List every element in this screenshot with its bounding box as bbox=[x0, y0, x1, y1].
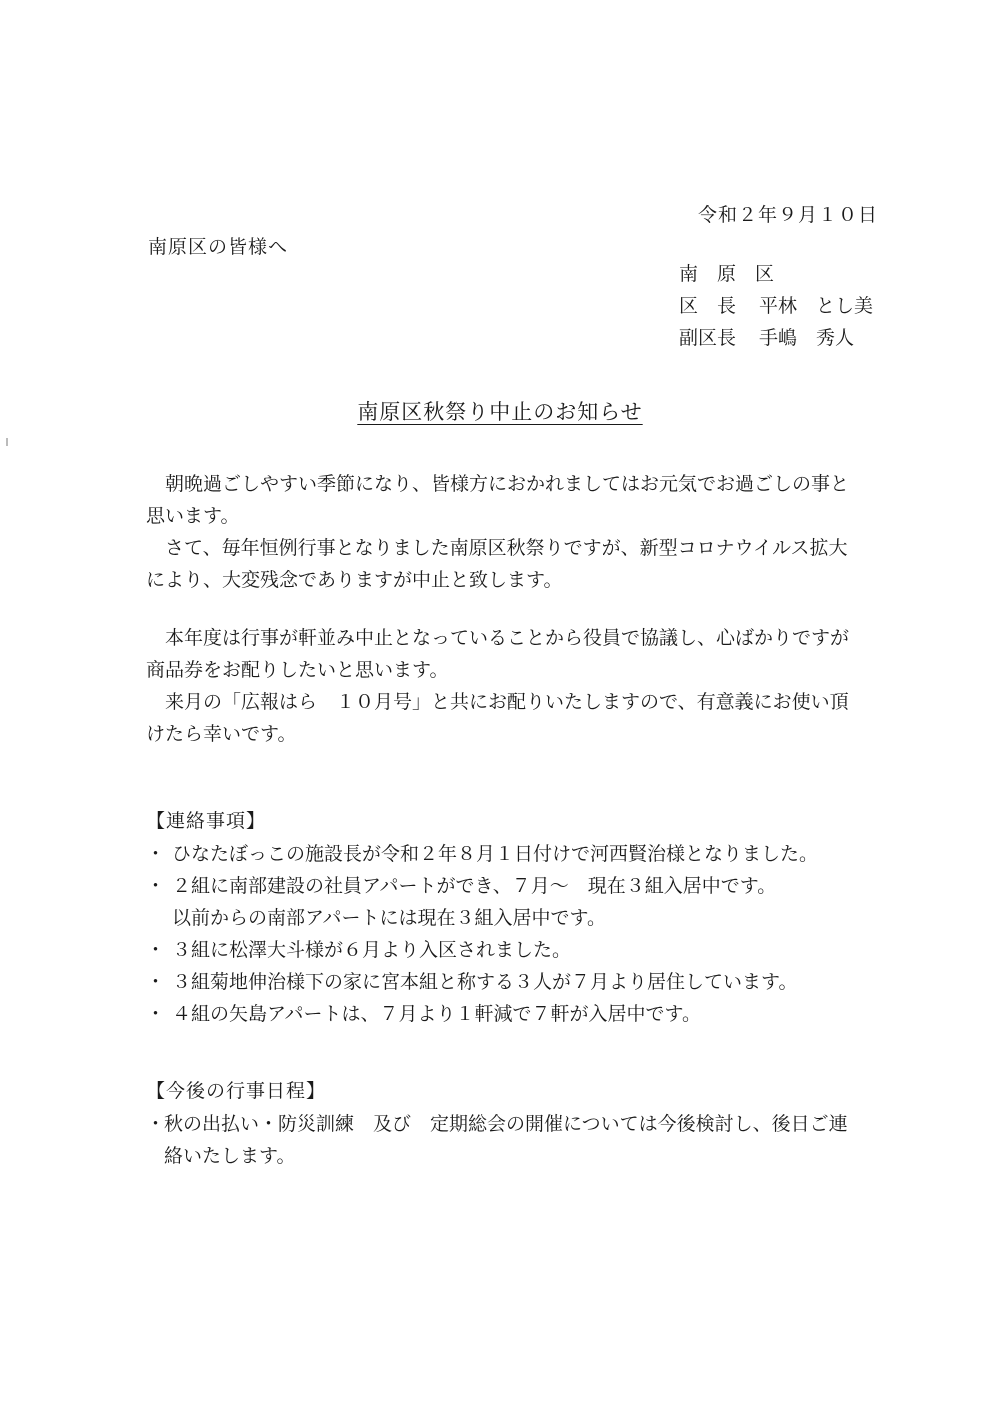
paragraph-line: 本年度は行事が軒並み中止となっていることから役員で協議し、心ばかりですが bbox=[146, 627, 850, 649]
paragraph-line: 思います。 bbox=[146, 505, 240, 527]
schedule-list bbox=[146, 1108, 848, 1172]
schedule-heading: 【今後の行事日程】 bbox=[146, 1080, 327, 1102]
sender-chief-name: 平林 とし美 bbox=[759, 295, 874, 317]
list-item-text: 以前からの南部アパートには現在３組入居中です。 bbox=[172, 907, 606, 929]
sender-chief-role: 区 長 bbox=[679, 295, 737, 317]
contact-list bbox=[146, 838, 818, 1030]
list-item bbox=[146, 966, 818, 998]
list-item-text: ３組に松澤大斗様が６月より入区されました。 bbox=[172, 939, 572, 961]
paragraph-line: 来月の「広報はら １０月号」と共にお配りいたしますので、有意義にお使い頂 bbox=[146, 691, 849, 713]
bullet: ・ bbox=[146, 939, 166, 961]
list-item bbox=[146, 998, 818, 1030]
paragraph-distribution bbox=[146, 686, 886, 750]
paragraph-line: けたら幸いです。 bbox=[146, 723, 297, 745]
list-item bbox=[146, 1140, 848, 1172]
list-item-text: ３組菊地伸治様下の家に宮本組と称する３人が７月より居住しています。 bbox=[172, 971, 798, 993]
list-item-text: ２組に南部建設の社員アパートができ、７月～ 現在３組入居中です。 bbox=[172, 875, 777, 897]
list-item bbox=[146, 838, 818, 870]
list-item-text: ひなたぼっこの施設長が令和２年８月１日付けで河西賢治様となりました。 bbox=[172, 843, 819, 865]
sender-deputy-name: 手嶋 秀人 bbox=[759, 327, 855, 349]
list-item-text: ４組の矢島アパートは、７月より１軒減で７軒が入居中です。 bbox=[172, 1003, 701, 1025]
sender-district: 南 原 区 bbox=[679, 263, 775, 285]
paragraph-cancellation bbox=[146, 532, 886, 596]
list-item-text: 秋の出払い・防災訓練 及び 定期総会の開催については今後検討し、後日ご連 bbox=[164, 1113, 848, 1135]
bullet: ・ bbox=[146, 843, 166, 865]
list-item bbox=[146, 902, 818, 934]
sender-row-chief bbox=[679, 290, 873, 322]
scan-mark bbox=[6, 438, 8, 446]
list-item bbox=[146, 1108, 848, 1140]
bullet: ・ bbox=[146, 971, 166, 993]
bullet: ・ bbox=[146, 875, 166, 897]
list-item-text: 絡いたします。 bbox=[164, 1145, 296, 1167]
list-item bbox=[146, 870, 818, 902]
paragraph-gift-voucher bbox=[146, 622, 886, 686]
list-item bbox=[146, 934, 818, 966]
paragraph-greeting bbox=[146, 468, 886, 532]
sender-row-deputy bbox=[679, 322, 873, 354]
sender-row-district bbox=[679, 258, 873, 290]
paragraph-line: により、大変残念でありますが中止と致します。 bbox=[146, 569, 563, 591]
bullet: ・ bbox=[146, 1003, 166, 1025]
contact-heading: 【連絡事項】 bbox=[146, 810, 267, 832]
document-title: 南原区秋祭り中止のお知らせ bbox=[357, 400, 643, 424]
paragraph-line: 商品券をお配りしたいと思います。 bbox=[146, 659, 449, 681]
bullet: ・ bbox=[146, 1113, 166, 1135]
sender-block bbox=[679, 258, 873, 354]
document-date: 令和２年９月１０日 bbox=[697, 204, 878, 226]
sender-deputy-role: 副区長 bbox=[679, 327, 737, 349]
addressee: 南原区の皆様へ bbox=[148, 236, 289, 258]
document-title-wrapper bbox=[0, 396, 1000, 426]
paragraph-line: 朝晩過ごしやすい季節になり、皆様方におかれましてはお元気でお過ごしの事と bbox=[146, 473, 850, 495]
paragraph-line: さて、毎年恒例行事となりました南原区秋祭りですが、新型コロナウイルス拡大 bbox=[146, 537, 848, 559]
